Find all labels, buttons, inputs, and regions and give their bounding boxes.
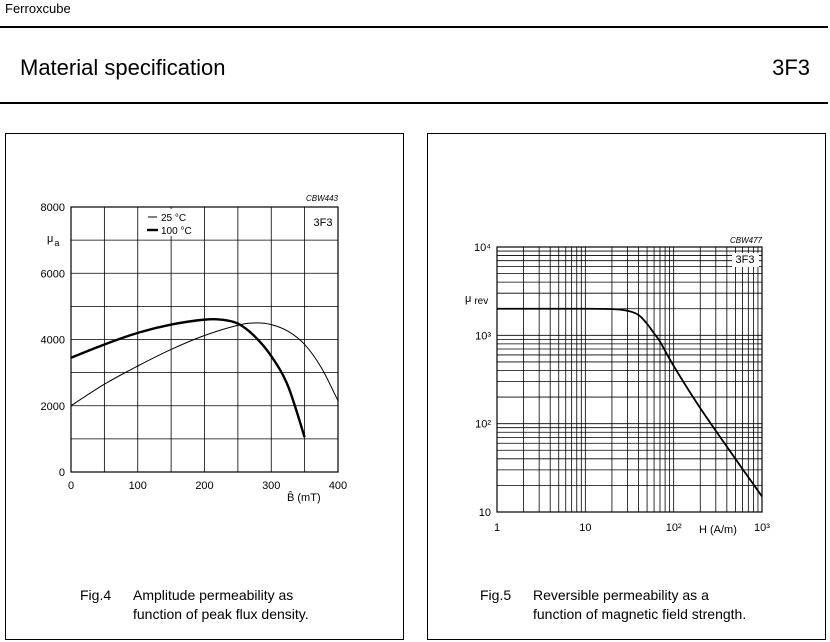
legend-label: 25 °C [161,213,187,224]
grid [71,207,338,472]
caption-line: Reversible permeability as a [533,587,709,603]
y-tick-label: 0 [58,467,65,479]
title-rule [0,102,828,104]
y-tick-label: 2000 [40,400,65,413]
figure-code: CBW443 [305,194,338,203]
figure-5-box [427,133,826,640]
x-tick-label: 100 [128,480,147,492]
x-tick-label: 10² [665,522,682,534]
x-axis-label: B̂ (mT) [287,492,321,504]
figure-4-chart [6,134,403,639]
x-tick-label: 1 [493,522,501,534]
legend-label: 100 °C [161,226,192,237]
y-tick-label: 6000 [40,268,65,281]
series-line-1 [497,309,762,497]
caption-line: function of magnetic field strength. [533,606,747,622]
figure-5-chart [428,134,825,639]
company-name: Ferroxcube [5,1,71,16]
x-tick-label: 200 [195,480,214,492]
x-axis-label: H (A/m) [699,524,737,536]
caption-line: Amplitude permeability as [133,587,294,603]
figure-4-caption [80,586,309,624]
y-tick-label: 10² [475,418,491,431]
y-tick-label: 8000 [40,202,65,214]
figure-5-caption [480,586,746,624]
y-axis-label-symbol: μ [47,233,54,245]
y-axis-label-symbol: μ [465,293,472,305]
y-tick-label: 10 [478,507,491,519]
series-line-2 [71,319,305,437]
material-label: 3F3 [313,217,333,229]
y-tick-label: 10³ [475,330,491,343]
caption-line: function of peak flux density. [133,606,309,622]
grid [497,247,762,512]
x-tick-label: 0 [67,480,75,492]
figure-4-box [5,133,404,640]
y-axis-label-subscript: rev [474,296,489,307]
y-tick-label: 10⁴ [474,242,491,254]
figure-4-label: Fig.4 [80,587,112,603]
x-tick-label: 400 [328,480,348,492]
y-axis-label [465,293,488,307]
y-axis-label-subscript: a [54,238,60,248]
material-label: 3F3 [735,254,755,266]
figure-5-label: Fig.5 [480,587,512,603]
plot-frame [497,247,762,512]
header-rule [0,26,828,28]
figure-4-caption-text [133,586,309,624]
material-grade: 3F3 [772,55,810,80]
x-tick-label: 300 [262,480,281,492]
figure-code: CBW477 [729,236,762,245]
page-title: Material specification [20,55,226,80]
figure-5-caption-text [533,586,746,624]
y-axis-label [47,233,59,248]
x-tick-label: 10 [579,522,592,534]
y-tick-label: 4000 [40,334,65,347]
x-tick-label: 10³ [754,522,770,534]
